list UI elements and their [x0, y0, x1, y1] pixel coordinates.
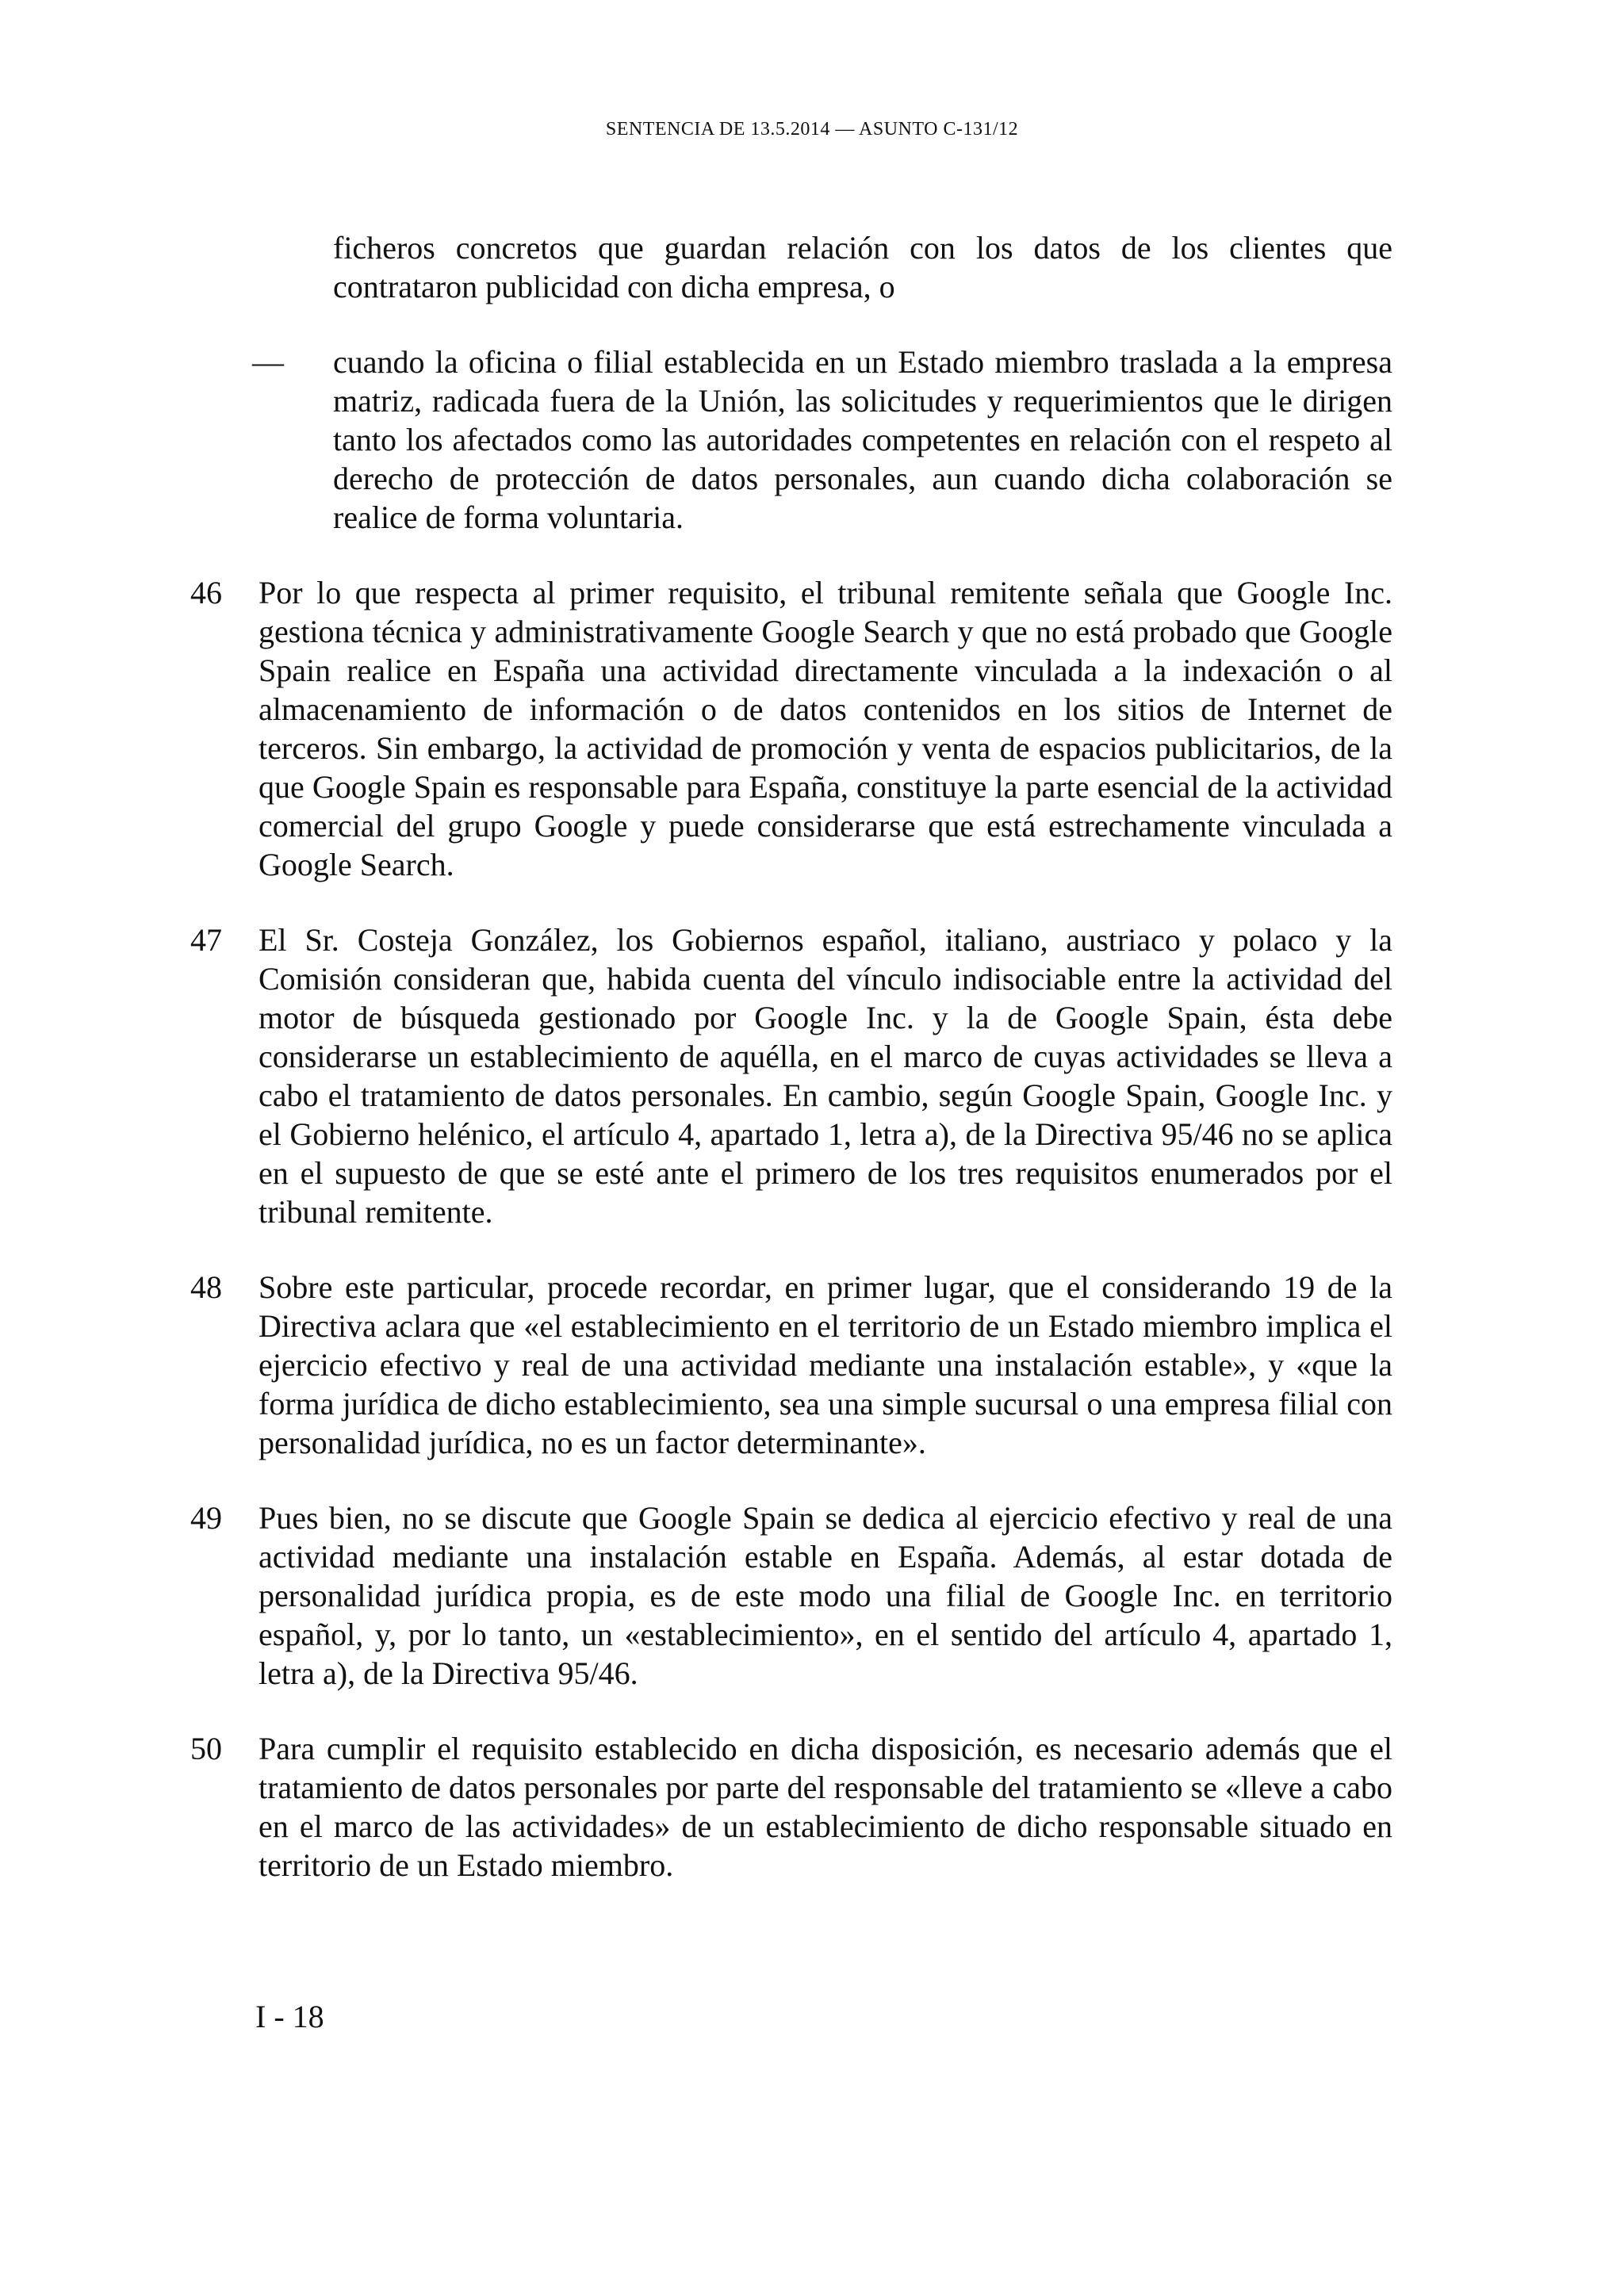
paragraph-text: Sobre este particular, procede recordar, en primer lugar, que el considerando 19 de la Directiva aclara que «el establecimiento en el territorio de un Estado miembro implica el ejercicio efectivo y real de una actividad mediante una instalación estable», y «que la forma jurídica de dicho establecimiento, sea una simple sucursal o una empresa filial con personalidad jurídica, no es un factor determinante». [259, 1269, 1392, 1460]
paragraph-text: Por lo que respecta al primer requisito, el tribunal remitente señala que Google Inc. gestiona técnica y administrativamente Google Search y que no está probado que Google Spain realice en España una actividad directamente vinculada a la indexación o al almacenamiento de información o de datos contenidos en los sitios de Internet de terceros. Sin embargo, la actividad de promoción y venta de espacios publicitarios, de la que Google Spain es responsable para España, constituye la parte esencial de la actividad comercial del grupo Google y puede considerarse que está estrechamente vinculada a Google Search. [259, 575, 1392, 882]
list-item-text: ficheros concretos que guardan relación con los datos de los clientes que contrataron publicidad con dicha empresa, o [333, 230, 1392, 304]
running-header: SENTENCIA DE 13.5.2014 — ASUNTO C-131/12 [605, 119, 1019, 140]
paragraph-text: Pues bien, no se discute que Google Spain se dedica al ejercicio efectivo y real de una actividad mediante una instalación estable en España. Además, al estar dotada de personalidad jurídica propia, es de este modo una filial de Google Inc. en territorio español, y, por lo tanto, un «establecimiento», en el sentido del artículo 4, apartado 1, letra a), de la Directiva 95/46. [259, 1500, 1392, 1691]
paragraph-number: 49 [190, 1500, 222, 1536]
list-dash: — [252, 344, 284, 380]
paragraph-50 [0, 1729, 1624, 1885]
page-number: I - 18 [255, 1999, 324, 2034]
paragraph-46 [0, 573, 1624, 884]
list-item-text: cuando la oficina o filial establecida en un Estado miembro traslada a la empresa matriz, radicada fuera de la Unión, las solicitudes y requerimientos que le dirigen tanto los afectados como las autoridades competentes en relación con el respeto al derecho de protección de datos personales, aun cuando dicha colaboración se realice de forma voluntaria. [333, 344, 1392, 535]
paragraph-number: 50 [190, 1731, 222, 1766]
list-item [0, 342, 1624, 537]
list-item-continuation [0, 228, 1624, 306]
document-body [0, 228, 1624, 1921]
paragraph-text: El Sr. Costeja González, los Gobiernos español, italiano, austriaco y polaco y la Comisión consideran que, habida cuenta del vínculo indisociable entre la actividad del motor de búsqueda gestionado por Google Inc. y la de Google Spain, ésta debe considerarse un establecimiento de aquélla, en el marco de cuyas actividades se lleva a cabo el tratamiento de datos personales. En cambio, según Google Spain, Google Inc. y el Gobierno helénico, el artículo 4, apartado 1, letra a), de la Directiva 95/46 no se aplica en el supuesto de que se esté ante el primero de los tres requisitos enumerados por el tribunal remitente. [259, 922, 1392, 1230]
paragraph-number: 46 [190, 575, 222, 610]
paragraph-49 [0, 1498, 1624, 1693]
paragraph-text: Para cumplir el requisito establecido en dicha disposición, es necesario además que el tratamiento de datos personales por parte del responsable del tratamiento se «lleve a cabo en el marco de las actividades» de un establecimiento de dicho responsable situado en territorio de un Estado miembro. [259, 1731, 1392, 1883]
paragraph-48 [0, 1268, 1624, 1462]
paragraph-number: 48 [190, 1269, 222, 1305]
paragraph-number: 47 [190, 922, 222, 958]
paragraph-47 [0, 920, 1624, 1231]
